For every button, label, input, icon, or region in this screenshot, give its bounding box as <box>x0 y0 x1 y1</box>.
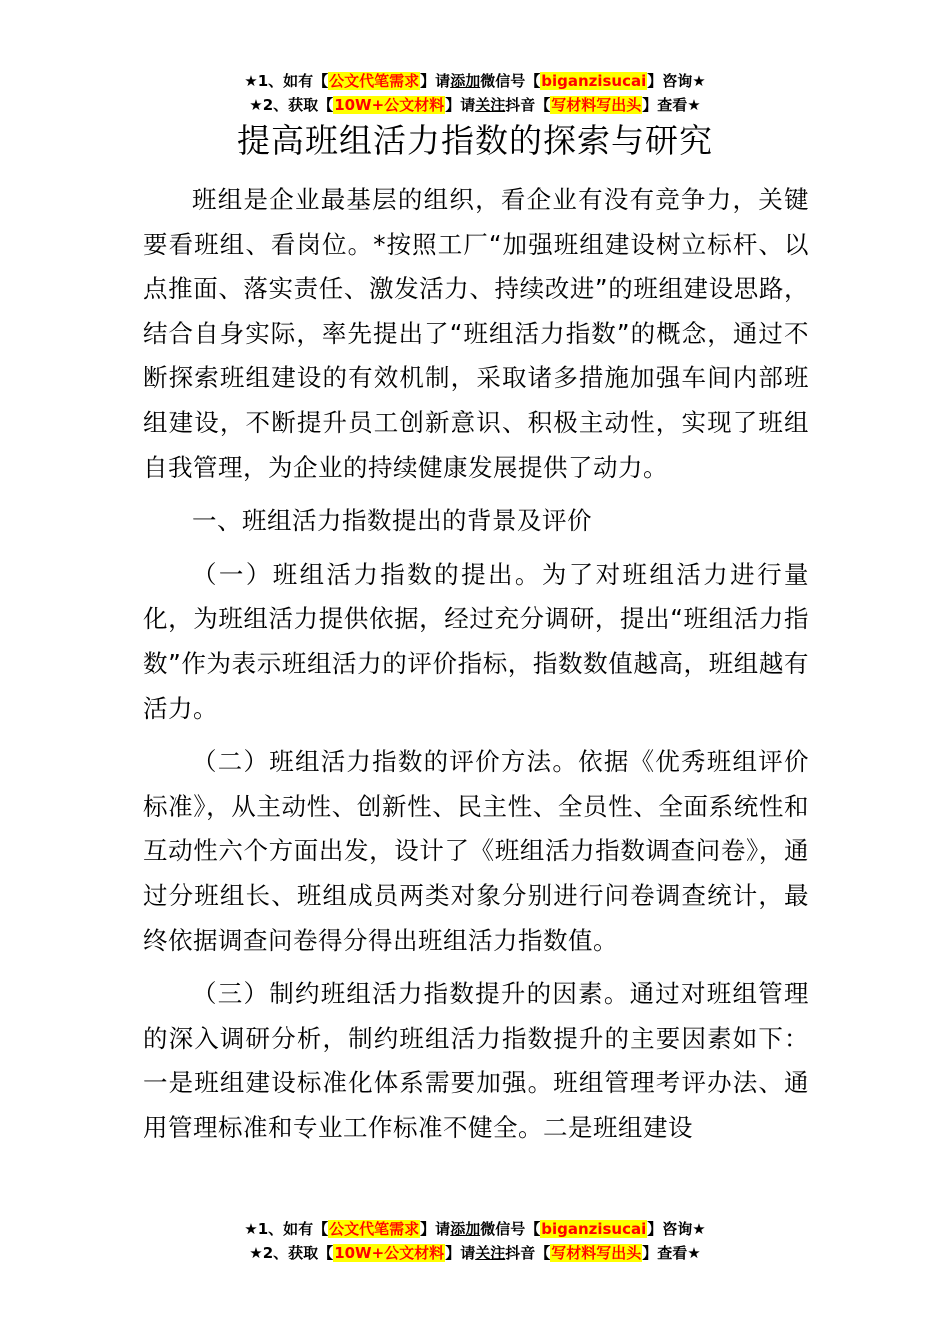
promo-text: 】请 <box>445 96 476 114</box>
promo-banner-bottom <box>0 1217 950 1265</box>
promo-underlined: 关注 <box>475 96 506 114</box>
paragraph-intro: 班组是企业最基层的组织，看企业有没有竞争力，关键要看班组、看岗位。*按照工厂“加强班组建设树立标杆、以点推面、落实责任、激发活力、持续改进”的班组建设思路，结合自身实际，率先提出了“班组活力指数”的概念，通过不断探索班组建设的有效机制，采取诸多措施加强车间内部班组建设，不断提升员工创新意识、积极主动性，实现了班组自我管理，为企业的持续健康发展提供了动力。 <box>143 185 809 482</box>
promo-text: 抖音【 <box>505 1244 551 1262</box>
promo-line-1 <box>0 1217 950 1241</box>
paragraph-subsection-1: （一）班组活力指数的提出。为了对班组活力进行量化，为班组活力提供依据，经过充分调研，提出“班组活力指数”作为表示班组活力的评价指标，指数数值越高，班组越有活力。 <box>143 559 809 723</box>
promo-text: 】查看★ <box>642 96 701 114</box>
promo-line-2 <box>0 93 950 117</box>
promo-text: 】请 <box>420 1220 451 1238</box>
promo-text: 】咨询★ <box>647 1220 706 1238</box>
promo-highlight: 公文代笔需求 <box>329 72 420 90</box>
promo-line-1 <box>0 69 950 93</box>
promo-banner-top <box>0 69 950 117</box>
promo-text: 】查看★ <box>642 1244 701 1262</box>
promo-highlight: 10W+公文材料 <box>334 1244 445 1262</box>
promo-highlight: biganzisucai <box>541 72 647 90</box>
promo-text: ★1、如有【 <box>244 72 329 90</box>
paragraph-subsection-2: （二）班组活力指数的评价方法。依据《优秀班组评价标准》，从主动性、创新性、民主性、全员性、全面系统性和互动性六个方面出发，设计了《班组活力指数调查问卷》，通过分班组长、班组成员两类对象分别进行问卷调查统计，最终依据调查问卷得分得出班组活力指数值。 <box>143 747 809 955</box>
document-title: 提高班组活力指数的探索与研究 <box>237 121 713 160</box>
document-body <box>143 178 809 1159</box>
promo-text: 】请 <box>420 72 451 90</box>
paragraph-subsection-3: （三）制约班组活力指数提升的因素。通过对班组管理的深入调研分析，制约班组活力指数提升的主要因素如下：一是班组建设标准化体系需要加强。班组管理考评办法、通用管理标准和专业工作标准不健全。二是班组建设 <box>143 979 809 1142</box>
promo-text: ★2、获取【 <box>249 1244 334 1262</box>
promo-text: 抖音【 <box>505 96 551 114</box>
promo-text: 】咨询★ <box>647 72 706 90</box>
promo-highlight: 写材料写出头 <box>551 96 642 114</box>
promo-underlined: 添加 <box>450 1220 481 1238</box>
promo-underlined: 添加 <box>450 72 481 90</box>
section-heading: 一、班组活力指数提出的背景及评价 <box>192 506 592 536</box>
promo-highlight: biganzisucai <box>541 1220 647 1238</box>
promo-highlight: 公文代笔需求 <box>329 1220 420 1238</box>
promo-text: ★1、如有【 <box>244 1220 329 1238</box>
promo-text: 微信号【 <box>480 72 541 90</box>
promo-text: 微信号【 <box>480 1220 541 1238</box>
promo-text: 】请 <box>445 1244 476 1262</box>
promo-underlined: 关注 <box>475 1244 506 1262</box>
promo-text: ★2、获取【 <box>249 96 334 114</box>
promo-highlight: 10W+公文材料 <box>334 96 445 114</box>
promo-highlight: 写材料写出头 <box>551 1244 642 1262</box>
promo-line-2 <box>0 1241 950 1265</box>
